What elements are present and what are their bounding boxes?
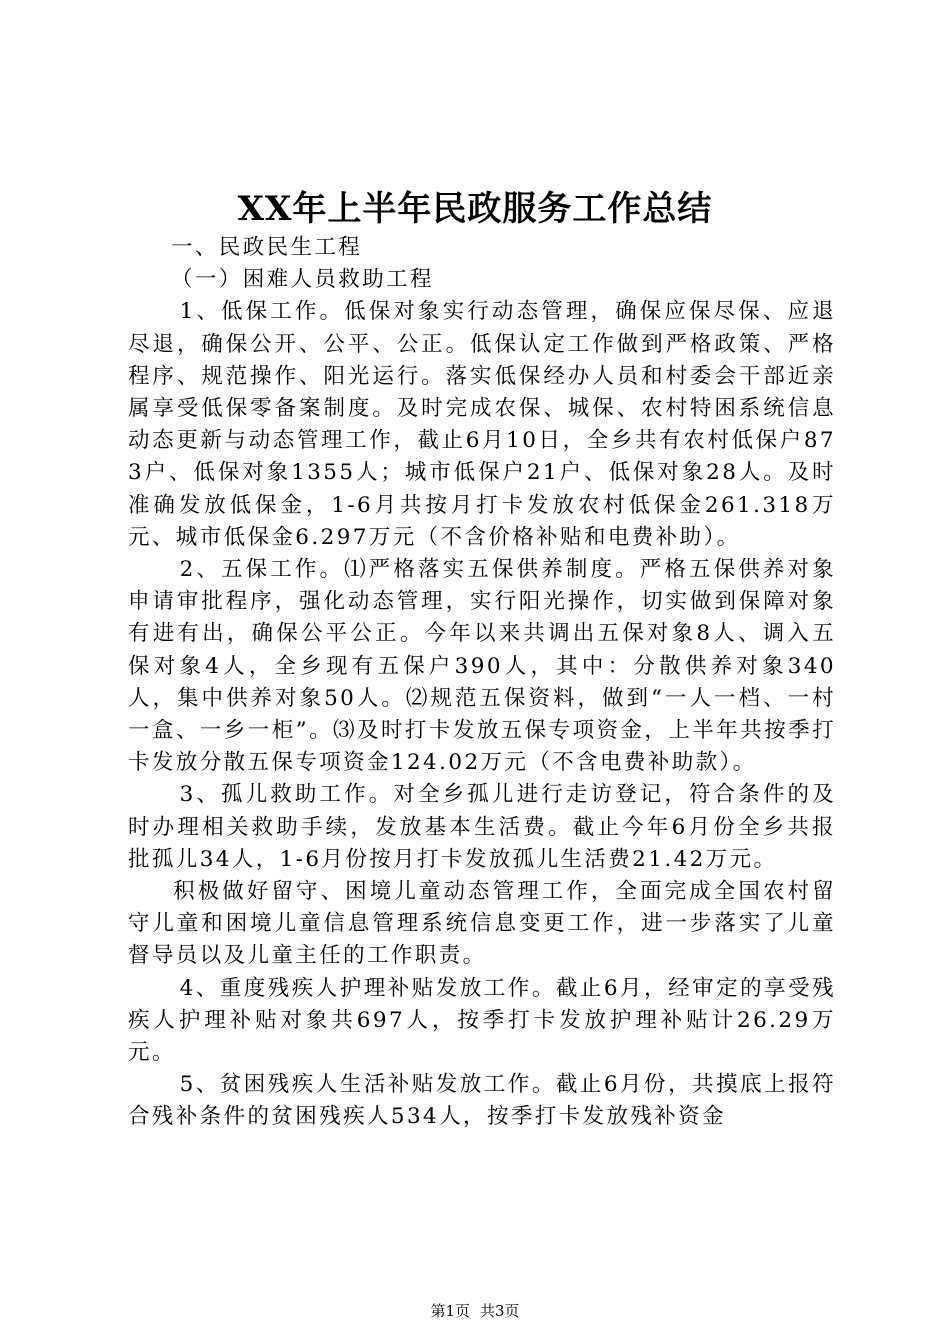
document-title: XX年上半年民政服务工作总结 [237, 189, 713, 229]
subsection-heading: （一）困难人员救助工程 [171, 267, 434, 293]
paragraph-five-guarantees: 2、五保工作。⑴严格落实五保供养制度。严格五保供养对象申请审批程序，强化动态管理，实行阳光操作，切实做到保障对象有进有出，确保公平公正。今年以来共调出五保对象8人、调入五保对象4人，全乡现有五保户390人，其中：分散供养对象340人，集中供养对象50人。⑵规范五保资料，做到“一人一档、一村一盒、一乡一柜”。⑶及时打卡发放五保专项资金，上半年共按季打卡发放分散五保专项资金124.02万元（不含电费补助款）。 [128, 557, 836, 776]
paragraph-left-behind-children: 积极做好留守、困境儿童动态管理工作，全面完成全国农村留守儿童和困境儿童信息管理系统信息变更工作，进一步落实了儿童督导员以及儿童主任的工作职责。 [128, 879, 836, 969]
paragraph-low-income-insurance: 1、低保工作。低保对象实行动态管理，确保应保尽保、应退尽退，确保公开、公平、公正。低保认定工作做到严格政策、严格程序、规范操作、阳光运行。落实低保经办人员和村委会干部近亲属享受低保零备案制度。及时完成农保、城保、农村特困系统信息动态更新与动态管理工作，截止6月10日，全乡共有农村低保户873户、低保对象1355人；城市低保户21户、低保对象28人。及时准确发放低保金，1-6月共按月打卡发放农村低保金261.318万元、城市低保金6.297万元（不含价格补贴和电费补助）。 [128, 299, 836, 550]
paragraph-disability-care-subsidy: 4、重度残疾人护理补贴发放工作。截止6月，经审定的享受残疾人护理补贴对象共697人，按季打卡发放护理补贴计26.29万元。 [128, 975, 836, 1066]
document-body [128, 232, 836, 1134]
page-number: 第1页 [430, 1302, 470, 1320]
paragraph-orphan-assistance: 3、孤儿救助工作。对全乡孤儿进行走访登记，符合条件的及时办理相关救助手续，发放基本生活费。截止今年6月份全乡共报批孤儿34人，1-6月份按月打卡发放孤儿生活费21.42万元。 [128, 782, 836, 872]
section-heading: 一、民政民生工程 [171, 235, 363, 260]
paragraph-disability-living-subsidy: 5、贫困残疾人生活补贴发放工作。截止6月份，共摸底上报符合残补条件的贫困残疾人534人，按季打卡发放残补资金 [128, 1072, 836, 1130]
page-footer [0, 1301, 950, 1321]
page-total: 共3页 [480, 1302, 520, 1320]
